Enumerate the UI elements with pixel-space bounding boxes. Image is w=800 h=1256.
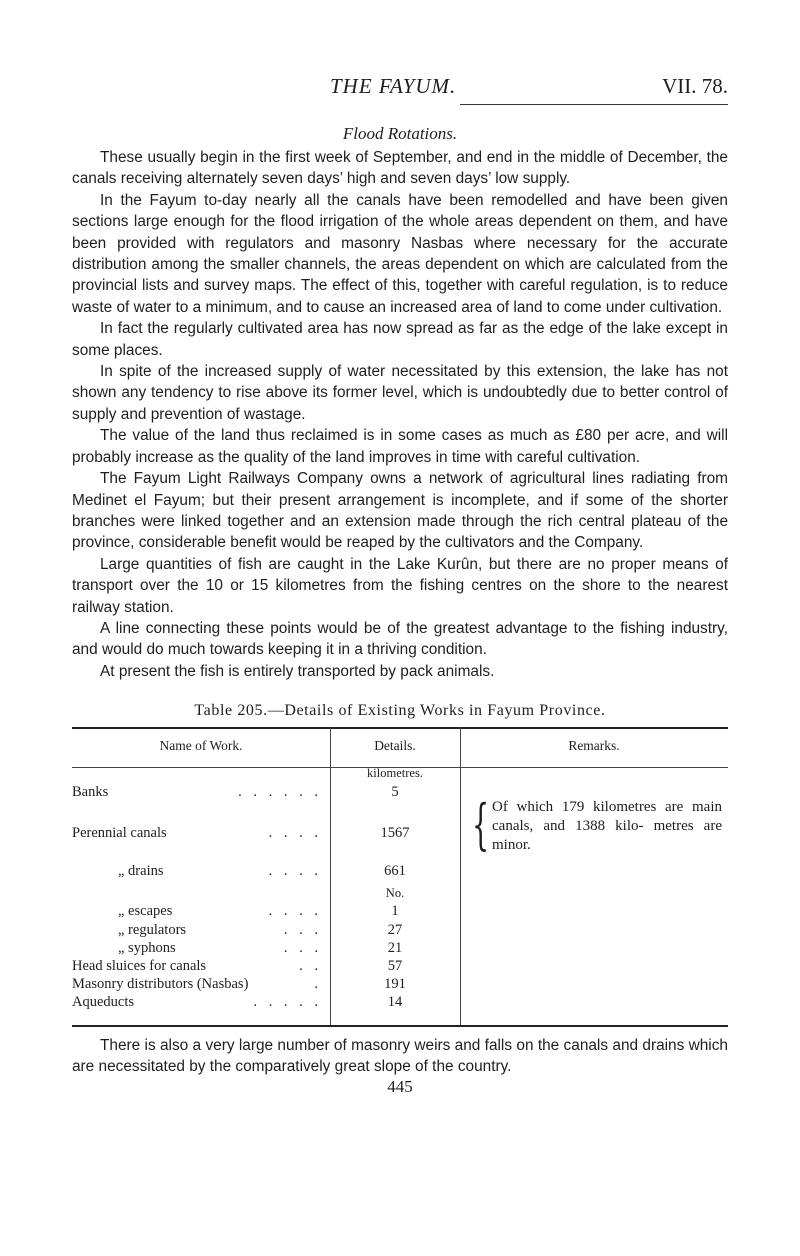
leader-dots: . (314, 976, 322, 992)
header-details: Details. (374, 738, 416, 753)
leader-dots: . . . . . . (238, 784, 322, 800)
work-name: „ drains (118, 863, 164, 879)
table-top-rule (72, 727, 728, 729)
work-value: 1 (391, 903, 399, 919)
work-value: 191 (384, 976, 406, 992)
leader-dots: . . . (283, 922, 322, 938)
table-row (72, 863, 632, 885)
paragraph: The value of the land thus reclaimed is in some cases as much as £80 per acre, and will probably increase as the quality of the land improves in time with careful cultivation. (72, 427, 728, 466)
leader-dots: . . . . (268, 825, 322, 841)
work-name: Head sluices for canals (72, 958, 207, 974)
paragraph: At present the fish is entirely transported by pack animals. (100, 662, 495, 680)
work-name: „ syphons (118, 940, 176, 956)
remark-text: Of which 179 kilometres are main canals, and 1388 kilo- metres are minor. (492, 799, 722, 853)
work-value: 27 (387, 922, 403, 938)
work-name: „ escapes (118, 903, 173, 919)
leader-dots: . . (299, 958, 322, 974)
subheading: Flood Rotations. (342, 124, 458, 143)
work-name: Masonry distributors (Nasbas) (72, 976, 249, 992)
leader-dots: . . . . (268, 863, 322, 879)
leader-dots: . . . . (268, 903, 322, 919)
table-row (72, 994, 632, 1016)
header-rule (460, 104, 728, 105)
table-bottom-rule (72, 1025, 728, 1027)
work-name: Perennial canals (72, 825, 167, 841)
header-name-of-work: Name of Work. (159, 738, 243, 753)
unit-kilometres: kilometres. (367, 766, 423, 780)
work-value: 57 (387, 958, 403, 974)
works-table (72, 727, 728, 1029)
work-name: Aqueducts (72, 994, 135, 1010)
paragraph: Large quantities of fish are caught in the Lake Kurûn, but there are no proper means of transport over the 10 or 15 kilometres from the fishing centres on the shore to the nearest railway station. (72, 555, 728, 616)
paragraph: In spite of the increased supply of water necessitated by this extension, the lake has not shown any tendency to rise above its former level, which is undoubtedly due to better control of supply and prevention of wastage. (72, 363, 728, 423)
page-number: 445 (387, 1077, 413, 1096)
brace-icon: { (472, 793, 490, 856)
leader-dots: . . . . . (253, 994, 322, 1010)
paragraph: In the Fayum to-day nearly all the canals have been remodelled and have been given sections large enough for the flood irrigation of the whole areas dependent on them, and have been provided with regulators and masonry Nasbas where necessary for the accurate distribution among the smaller channels, the areas dependent on which are calculated from the provincial lists and survey maps. The effect of this, together with careful regulation, is to reduce waste of water to a minimum, and to cause an increased area of land to come under cultivation. (72, 191, 728, 316)
paragraph: A line connecting these points would be of the greatest advantage to the fishing industry, and would do much towards keeping it in a thriving condition. (72, 619, 728, 659)
unit-number: No. (385, 886, 405, 900)
body-text (72, 147, 728, 682)
closing-paragraph: There is also a very large number of masonry weirs and falls on the canals and drains which are necessitated by the comparatively great slope of the country. (72, 1037, 728, 1076)
header-remarks: Remarks. (568, 738, 620, 753)
leader-dots: . . . (283, 940, 322, 956)
paragraph: These usually begin in the first week of September, and end in the middle of December, the canals receiving alternately seven days’ high and seven days’ low supply. (72, 149, 728, 188)
work-name: Banks (72, 784, 109, 800)
work-value: 661 (384, 863, 406, 879)
running-title: THE FAYUM. (330, 74, 457, 98)
running-header (0, 74, 800, 104)
work-name: „ regulators (118, 922, 187, 938)
paragraph: In fact the regularly cultivated area has now spread as far as the edge of the lake except in some places. (72, 320, 728, 359)
table-caption: Table 205.—Details of Existing Works in Fayum Province. (194, 702, 606, 719)
paragraph: The Fayum Light Railways Company owns a network of agricultural lines radiating from Medinet el Fayum; but their present arrangement is incomplete, and if some of the shorter branches were linked together and an extension made through the rich central plateau of the province, considerable benefit would be reaped by the cultivators and the Company. (72, 470, 728, 552)
work-value: 5 (391, 784, 399, 800)
work-value: 14 (387, 994, 403, 1010)
work-value: 21 (387, 940, 403, 956)
work-value: 1567 (380, 825, 410, 841)
section-number: VII. 78. (662, 74, 728, 98)
